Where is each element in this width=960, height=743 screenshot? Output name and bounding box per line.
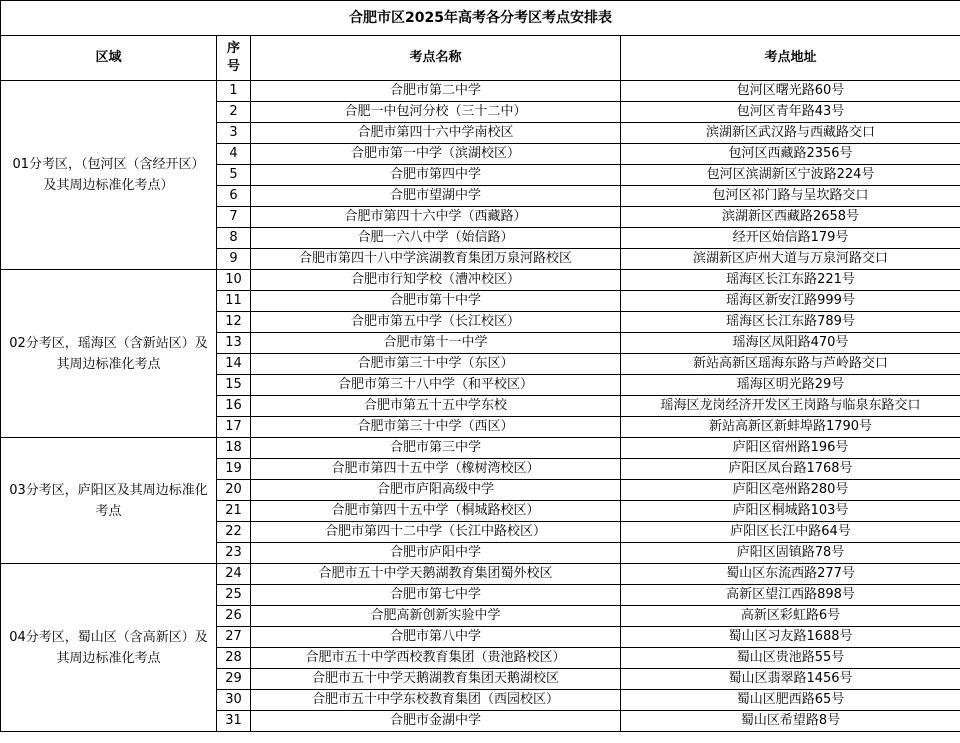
header-name: 考点名称 bbox=[251, 36, 621, 81]
site-name-cell: 合肥市五十中学东校教育集团（西园校区） bbox=[251, 690, 621, 711]
seq-cell: 2 bbox=[217, 102, 251, 123]
site-address-cell: 蜀山区贵池路55号 bbox=[621, 648, 960, 669]
site-name-cell: 合肥市第四十二中学（长江中路校区） bbox=[251, 522, 621, 543]
site-address-cell: 瑶海区长江东路789号 bbox=[621, 312, 960, 333]
seq-cell: 26 bbox=[217, 606, 251, 627]
site-name-cell: 合肥市金湖中学 bbox=[251, 711, 621, 732]
seq-cell: 7 bbox=[217, 207, 251, 228]
seq-cell: 19 bbox=[217, 459, 251, 480]
site-name-cell: 合肥高新创新实验中学 bbox=[251, 606, 621, 627]
site-address-cell: 蜀山区东流西路277号 bbox=[621, 564, 960, 585]
site-address-cell: 庐阳区桐城路103号 bbox=[621, 501, 960, 522]
seq-cell: 11 bbox=[217, 291, 251, 312]
header-seq bbox=[217, 36, 251, 81]
seq-cell: 20 bbox=[217, 480, 251, 501]
seq-cell: 27 bbox=[217, 627, 251, 648]
site-address-cell: 新站高新区新蚌埠路1790号 bbox=[621, 417, 960, 438]
site-address-cell: 滨湖新区武汉路与西藏路交口 bbox=[621, 123, 960, 144]
seq-cell: 17 bbox=[217, 417, 251, 438]
seq-cell: 22 bbox=[217, 522, 251, 543]
site-address-cell: 蜀山区习友路1688号 bbox=[621, 627, 960, 648]
seq-cell: 30 bbox=[217, 690, 251, 711]
site-address-cell: 蜀山区肥西路65号 bbox=[621, 690, 960, 711]
seq-cell: 29 bbox=[217, 669, 251, 690]
site-address-cell: 庐阳区固镇路78号 bbox=[621, 543, 960, 564]
header-seq-line2: 号 bbox=[226, 59, 240, 74]
site-name-cell: 合肥市第八中学 bbox=[251, 627, 621, 648]
site-address-cell: 庐阳区亳州路280号 bbox=[621, 480, 960, 501]
seq-cell: 21 bbox=[217, 501, 251, 522]
site-name-cell: 合肥一中包河分校（三十二中） bbox=[251, 102, 621, 123]
seq-cell: 12 bbox=[217, 312, 251, 333]
site-address-cell: 包河区青年路43号 bbox=[621, 102, 960, 123]
seq-cell: 8 bbox=[217, 228, 251, 249]
site-name-cell: 合肥市第三十中学（东区） bbox=[251, 354, 621, 375]
site-address-cell: 蜀山区翡翠路1456号 bbox=[621, 669, 960, 690]
site-name-cell: 合肥市第四十八中学滨湖教育集团万泉河路校区 bbox=[251, 249, 621, 270]
site-name-cell: 合肥市第十一中学 bbox=[251, 333, 621, 354]
seq-cell: 13 bbox=[217, 333, 251, 354]
site-address-cell: 庐阳区凤台路1768号 bbox=[621, 459, 960, 480]
site-address-cell: 新站高新区瑶海东路与芦岭路交口 bbox=[621, 354, 960, 375]
region-cell: 01分考区，（包河区（含经开区）及其周边标准化考点） bbox=[1, 81, 217, 270]
seq-cell: 9 bbox=[217, 249, 251, 270]
table-row bbox=[1, 81, 960, 102]
site-address-cell: 瑶海区长江东路221号 bbox=[621, 270, 960, 291]
site-name-cell: 合肥市五十中学天鹅湖教育集团蜀外校区 bbox=[251, 564, 621, 585]
table-row bbox=[1, 270, 960, 291]
site-address-cell: 滨湖新区庐州大道与万泉河路交口 bbox=[621, 249, 960, 270]
site-address-cell: 蜀山区希望路8号 bbox=[621, 711, 960, 732]
site-name-cell: 合肥市第三十八中学（和平校区） bbox=[251, 375, 621, 396]
seq-cell: 14 bbox=[217, 354, 251, 375]
site-name-cell: 合肥市第五中学（长江校区） bbox=[251, 312, 621, 333]
site-address-cell: 庐阳区长江中路64号 bbox=[621, 522, 960, 543]
site-name-cell: 合肥市第三中学 bbox=[251, 438, 621, 459]
site-name-cell: 合肥市第七中学 bbox=[251, 585, 621, 606]
site-name-cell: 合肥市第三十中学（西区） bbox=[251, 417, 621, 438]
site-name-cell: 合肥市行知学校（漕冲校区） bbox=[251, 270, 621, 291]
seq-cell: 16 bbox=[217, 396, 251, 417]
seq-cell: 10 bbox=[217, 270, 251, 291]
site-address-cell: 瑶海区明光路29号 bbox=[621, 375, 960, 396]
site-name-cell: 合肥一六八中学（始信路） bbox=[251, 228, 621, 249]
seq-cell: 3 bbox=[217, 123, 251, 144]
site-name-cell: 合肥市五十中学西校教育集团（贵池路校区） bbox=[251, 648, 621, 669]
site-name-cell: 合肥市第一中学（滨湖校区） bbox=[251, 144, 621, 165]
header-seq-line1: 序 bbox=[226, 41, 240, 56]
site-address-cell: 庐阳区宿州路196号 bbox=[621, 438, 960, 459]
seq-cell: 18 bbox=[217, 438, 251, 459]
header-address: 考点地址 bbox=[621, 36, 960, 81]
site-name-cell: 合肥市五十中学天鹅湖教育集团天鹅湖校区 bbox=[251, 669, 621, 690]
seq-cell: 15 bbox=[217, 375, 251, 396]
site-address-cell: 滨湖新区西藏路2658号 bbox=[621, 207, 960, 228]
site-name-cell: 合肥市第十中学 bbox=[251, 291, 621, 312]
site-address-cell: 瑶海区新安江路999号 bbox=[621, 291, 960, 312]
site-address-cell: 瑶海区凤阳路470号 bbox=[621, 333, 960, 354]
table-body bbox=[1, 81, 960, 732]
site-address-cell: 经开区始信路179号 bbox=[621, 228, 960, 249]
site-name-cell: 合肥市望湖中学 bbox=[251, 186, 621, 207]
seq-cell: 25 bbox=[217, 585, 251, 606]
seq-cell: 6 bbox=[217, 186, 251, 207]
site-name-cell: 合肥市第四十六中学（西藏路） bbox=[251, 207, 621, 228]
seq-cell: 24 bbox=[217, 564, 251, 585]
site-address-cell: 包河区滨湖新区宁波路224号 bbox=[621, 165, 960, 186]
table-row bbox=[1, 438, 960, 459]
site-name-cell: 合肥市庐阳中学 bbox=[251, 543, 621, 564]
site-address-cell: 瑶海区龙岗经济开发区王岗路与临泉东路交口 bbox=[621, 396, 960, 417]
header-region: 区域 bbox=[1, 36, 217, 81]
seq-cell: 23 bbox=[217, 543, 251, 564]
table-row bbox=[1, 564, 960, 585]
site-address-cell: 高新区彩虹路6号 bbox=[621, 606, 960, 627]
site-name-cell: 合肥市第四十六中学南校区 bbox=[251, 123, 621, 144]
table-title: 合肥市区2025年高考各分考区考点安排表 bbox=[1, 1, 960, 36]
site-address-cell: 包河区祁门路与呈坎路交口 bbox=[621, 186, 960, 207]
seq-cell: 1 bbox=[217, 81, 251, 102]
seq-cell: 4 bbox=[217, 144, 251, 165]
seq-cell: 5 bbox=[217, 165, 251, 186]
site-name-cell: 合肥市第四十五中学（橡树湾校区） bbox=[251, 459, 621, 480]
region-cell: 04分考区，蜀山区（含高新区）及其周边标准化考点 bbox=[1, 564, 217, 732]
site-name-cell: 合肥市第二中学 bbox=[251, 81, 621, 102]
site-address-cell: 包河区曙光路60号 bbox=[621, 81, 960, 102]
site-name-cell: 合肥市庐阳高级中学 bbox=[251, 480, 621, 501]
site-name-cell: 合肥市第四十五中学（桐城路校区） bbox=[251, 501, 621, 522]
site-address-cell: 包河区西藏路2356号 bbox=[621, 144, 960, 165]
region-cell: 03分考区，庐阳区及其周边标准化考点 bbox=[1, 438, 217, 564]
region-cell: 02分考区，瑶海区（含新站区）及其周边标准化考点 bbox=[1, 270, 217, 438]
site-name-cell: 合肥市第五十五中学东校 bbox=[251, 396, 621, 417]
site-address-cell: 高新区望江西路898号 bbox=[621, 585, 960, 606]
site-name-cell: 合肥市第四中学 bbox=[251, 165, 621, 186]
seq-cell: 31 bbox=[217, 711, 251, 732]
seq-cell: 28 bbox=[217, 648, 251, 669]
